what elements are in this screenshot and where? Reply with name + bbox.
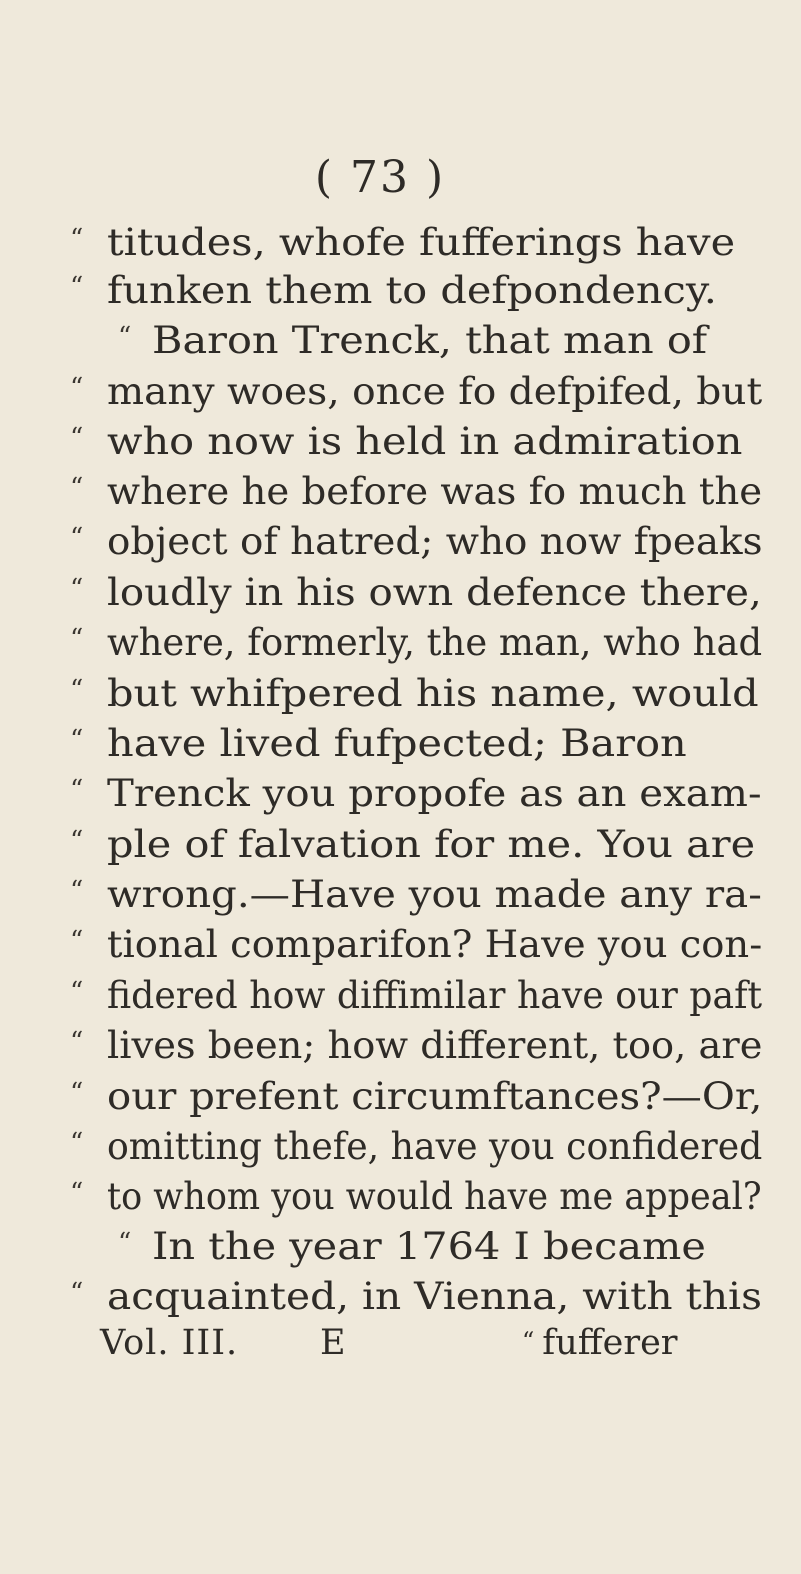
text-line: [0, 669, 801, 719]
line-text: Baron Trenck, that man of: [152, 319, 708, 362]
quote-mark: “: [70, 624, 84, 654]
quote-mark: “: [70, 574, 84, 604]
text-line: [0, 769, 801, 819]
quote-mark: “: [70, 373, 84, 403]
line-text: lives been; how different, too, are: [107, 1024, 763, 1067]
quote-mark: “: [70, 1178, 84, 1208]
text-line: [0, 1072, 801, 1122]
text-line: [0, 1222, 801, 1272]
quote-mark: “: [70, 926, 84, 956]
quote-mark: “: [70, 1128, 84, 1158]
text-line: [0, 971, 801, 1021]
line-text: tional comparifon? Have you con-: [107, 923, 763, 966]
quote-mark: “: [70, 473, 84, 503]
text-line: [0, 618, 801, 668]
line-text: titudes, whofe fufferings have: [107, 221, 736, 264]
quote-mark: “: [70, 876, 84, 906]
quote-mark: “: [522, 1327, 535, 1355]
catchword-text: fufferer: [542, 1323, 678, 1363]
page-footer: [0, 1318, 801, 1368]
quote-mark: “: [70, 423, 84, 453]
text-line: [0, 316, 801, 366]
text-line: [0, 467, 801, 517]
text-line: [0, 517, 801, 567]
line-text: have lived fufpected; Baron: [107, 722, 687, 765]
text-line: [0, 218, 801, 268]
line-text: funken them to defpondency.: [107, 269, 717, 312]
quote-mark: “: [70, 523, 84, 553]
line-text: who now is held in admiration: [107, 420, 743, 463]
line-text: Trenck you propofe as an exam-: [107, 772, 762, 815]
catchword: [522, 1318, 678, 1371]
line-text: but whifpered his name, would: [107, 672, 759, 715]
line-text: where, formerly, the man, who had: [107, 621, 763, 664]
signature-mark: E: [320, 1323, 346, 1363]
quote-mark: “: [70, 675, 84, 705]
quote-mark: “: [70, 725, 84, 755]
line-text: omitting thefe, have you confidered: [107, 1125, 763, 1168]
text-line: [0, 367, 801, 417]
line-text: our prefent circumftances?—Or,: [107, 1075, 763, 1118]
line-text: In the year 1764 I became: [152, 1225, 706, 1268]
quote-mark: “: [70, 224, 84, 254]
line-text: fidered how diffimilar have our paft: [107, 974, 763, 1017]
quote-mark: “: [70, 775, 84, 805]
quote-mark: “: [70, 977, 84, 1007]
line-text: to whom you would have me appeal?: [107, 1175, 762, 1218]
text-line: [0, 820, 801, 870]
text-line: [0, 920, 801, 970]
quote-mark: “: [70, 826, 84, 856]
quote-mark: “: [70, 1078, 84, 1108]
line-text: where he before was fo much the: [107, 470, 763, 513]
text-line: [0, 417, 801, 467]
quote-mark: “: [70, 1278, 84, 1308]
line-text: wrong.—Have you made any ra-: [107, 873, 762, 916]
page-number: ( 73 ): [314, 152, 446, 203]
line-text: acquainted, in Vienna, with this: [107, 1275, 762, 1318]
quote-mark: “: [118, 1228, 132, 1258]
text-line: [0, 719, 801, 769]
text-line: [0, 568, 801, 618]
line-text: object of hatred; who now fpeaks: [107, 520, 763, 563]
text-line: [0, 870, 801, 920]
quote-mark: “: [118, 322, 132, 352]
quote-mark: “: [70, 272, 84, 302]
text-line: [0, 1122, 801, 1172]
line-text: ple of falvation for me. You are: [107, 823, 756, 866]
line-text: many woes, once fo defpifed, but: [107, 370, 763, 413]
line-text: loudly in his own defence there,: [107, 571, 762, 614]
text-line: [0, 1172, 801, 1222]
text-line: [0, 266, 801, 316]
quote-mark: “: [70, 1027, 84, 1057]
text-line: [0, 1272, 801, 1322]
text-line: [0, 1021, 801, 1071]
volume-label: Vol. III.: [100, 1323, 239, 1363]
